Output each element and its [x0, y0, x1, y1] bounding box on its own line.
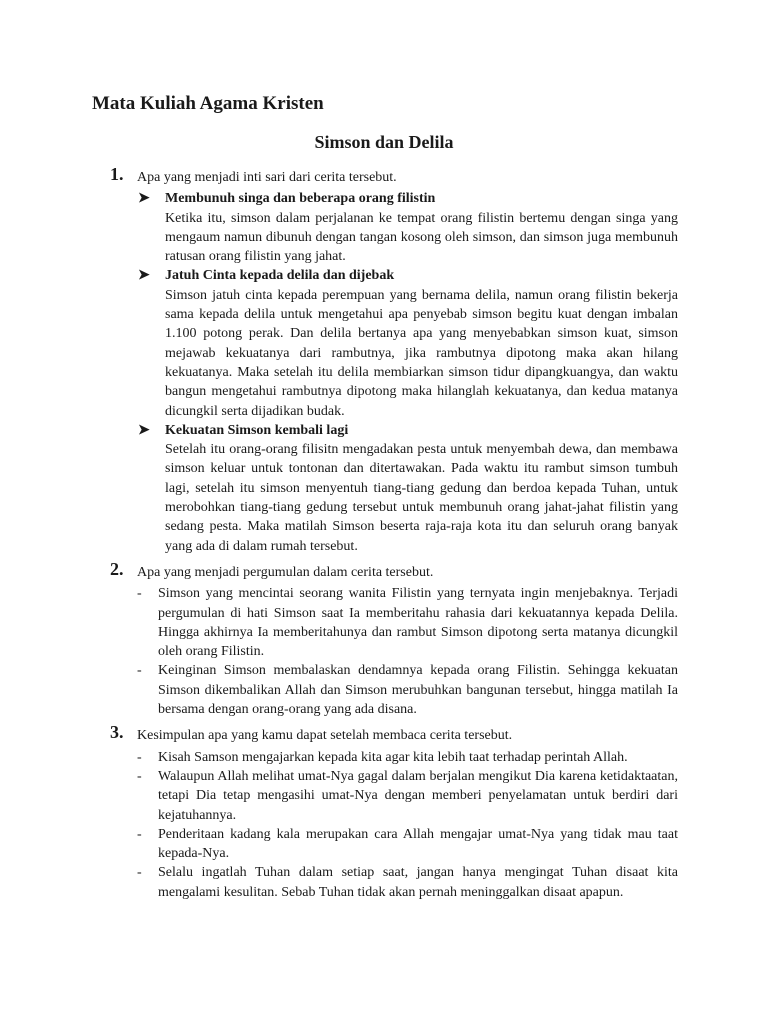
item-text: Simson yang mencintai seorang wanita Filistin yang ternyata ingin menjebaknya. Terjadi pergumulan di hati Simson saat Ia memberitahu rahasia dari kekuatannya kepada Delila. Hingga akhirnya Ia memberitahunya dan rambut Simson dipotong serta matanya dicungkil oleh orang Filistin.	[158, 586, 678, 660]
course-title: Mata Kuliah Agama Kristen	[92, 93, 324, 114]
dash-bullet: -	[137, 768, 142, 784]
item-text: Penderitaan kadang kala merupakan cara Allah mengajar umat-Nya yang tidak mau taat kepada-Nya.	[158, 826, 678, 862]
item-text: Walaupun Allah melihat umat-Nya gagal dalam berjalan mengikut Dia karena ketidaktaatan, tetapi Dia tetap mengasihi umat-Nya dengan memberi penyelamatan untuk berdiri dari kejatuhannya.	[158, 768, 678, 823]
point-title: Membunuh singa dan beberapa orang filistin	[165, 191, 436, 207]
point-title: Kekuatan Simson kembali lagi	[165, 422, 349, 438]
arrow-bullet-icon: ➤	[138, 191, 150, 207]
dash-bullet: -	[137, 663, 142, 679]
list-item	[110, 767, 678, 825]
dash-bullet: -	[137, 586, 142, 602]
question-text: Kesimpulan apa yang kamu dapat setelah membaca cerita tersebut.	[137, 728, 513, 744]
question-1-points	[110, 189, 678, 556]
list-item	[110, 189, 678, 266]
arrow-bullet-icon: ➤	[138, 268, 150, 284]
list-item	[110, 421, 678, 556]
spacer	[110, 556, 678, 563]
point-body: Ketika itu, simson dalam perjalanan ke tempat orang filistin bertemu dengan singa yang mengaum namun dibunuh dengan tangan kosong oleh simson, dan simson juga membunuh ratusan orang filistin yang jahat.	[165, 210, 678, 265]
list-item	[110, 825, 678, 864]
point-title: Jatuh Cinta kepada delila dan dijebak	[165, 268, 395, 284]
question-3-items	[110, 748, 678, 902]
spacer	[110, 719, 678, 726]
question-1	[110, 164, 678, 187]
question-number: 2.	[110, 558, 124, 579]
list-item	[110, 584, 678, 661]
story-title	[0, 132, 768, 153]
point-body: Simson jatuh cinta kepada perempuan yang bernama delila, namun orang filistin bekerja sama kepada delila untuk mengetahui apa penyebab simson begitu kuat dengan imbalan 1.100 potong perak. Dan delila bertanya apa yang menyebabkan simson kuat, simson mejawab kekuatanya dari rambutnya, jika rambutnya dipotong maka akan hilang kekuatanya. Maka setelah itu delila membiarkan simson tidur dipangkuangya, dan waktu bangun mengetahui rambutnya dipotong maka hilanglah kekuatanya, dan kedua matanya dicungkil serta dijadikan budak.	[165, 287, 678, 419]
point-body: Setelah itu orang-orang filisitn mengadakan pesta untuk menyembah dewa, dan membawa simson keluar untuk tontonan dan ditertawakan. Pada waktu itu rambut simson tumbuh lagi, setelah itu simson menyentuh tiang-tiang gedung dan berdoa kepada Tuhan, untuk merobohkan tiang-tiang gedung tersebut untuk membunuh orang jahat-jahat filistin yang sedang pesta. Maka matilah Simson beserta raja-raja kota itu dan seluruh orang banyak yang ada di dalam rumah tersebut.	[165, 442, 678, 554]
question-number: 1.	[110, 164, 124, 184]
list-item	[110, 863, 678, 902]
list-item	[110, 266, 678, 420]
question-2	[110, 558, 678, 582]
question-text: Apa yang menjadi pergumulan dalam cerita tersebut.	[137, 564, 434, 580]
dash-bullet: -	[137, 749, 142, 765]
document-body	[110, 164, 678, 902]
item-text: Kisah Samson mengajarkan kepada kita agar kita lebih taat terhadap perintah Allah.	[158, 749, 628, 765]
question-text: Apa yang menjadi inti sari dari cerita tersebut.	[137, 170, 397, 185]
arrow-bullet-icon: ➤	[138, 422, 150, 438]
item-text: Selalu ingatlah Tuhan dalam setiap saat, jangan hanya mengingat Tuhan disaat kita mengalami kesulitan. Sebab Tuhan tidak akan pernah meninggalkan disaat apapun.	[158, 865, 678, 900]
item-text: Keinginan Simson membalaskan dendamnya kepada orang Filistin. Sehingga kekuatan Simson dikembalikan Allah dan Simson merubuhkan bangunan tersebut, hingga matilah Ia bersama dengan orang-orang yang ada disana.	[158, 663, 678, 718]
question-number: 3.	[110, 722, 124, 743]
dash-bullet: -	[137, 865, 142, 881]
question-3	[110, 722, 678, 745]
story-title-text: Simson dan Delila	[314, 132, 454, 152]
dash-bullet: -	[137, 826, 142, 842]
list-item	[110, 661, 678, 719]
question-2-items	[110, 584, 678, 719]
list-item	[110, 748, 678, 767]
